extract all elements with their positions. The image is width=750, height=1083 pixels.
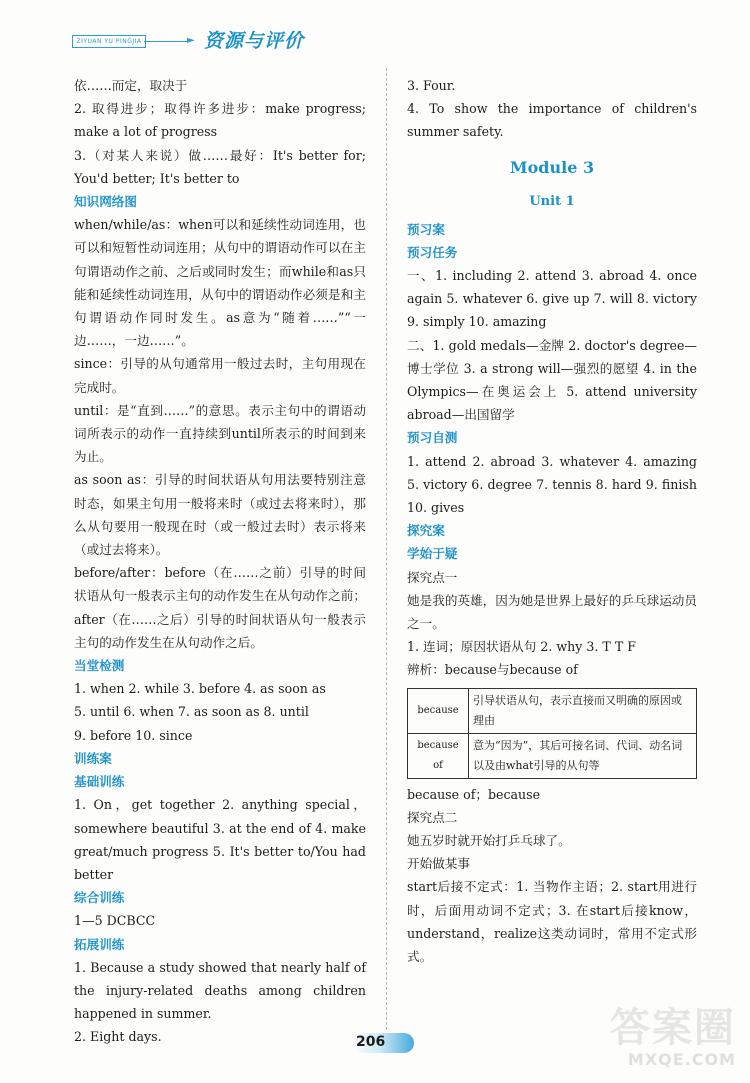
logo-subtitle: ZIYUAN YU PINGJIA bbox=[72, 35, 146, 48]
table-value: 意为“因为”，其后可接名词、代词、动名词以及由what引导的从句等 bbox=[469, 733, 697, 778]
table-value: 引导状语从句，表示直接而又明确的原因或理由 bbox=[469, 688, 697, 733]
section-heading-check: 当堂检测 bbox=[74, 658, 125, 674]
explore-text: 探究点一 bbox=[407, 569, 458, 585]
comprehensive-answers: 1—5 DCBCC bbox=[74, 913, 156, 929]
table-row bbox=[408, 688, 697, 733]
extension-answer: 2. Eight days. bbox=[74, 1029, 162, 1045]
right-column bbox=[407, 74, 697, 968]
unit-title: Unit 1 bbox=[529, 193, 575, 209]
section-heading-network: 知识网络图 bbox=[74, 194, 137, 210]
left-column bbox=[74, 74, 366, 1049]
table-key: because bbox=[408, 688, 469, 733]
section-heading-training: 训练案 bbox=[74, 750, 112, 766]
brand-title: 资源与评价 bbox=[204, 30, 305, 52]
watermark-url: MXQE.COM bbox=[627, 1050, 736, 1069]
explore-text: 辨析：because与because of bbox=[407, 662, 578, 678]
section-heading-comprehensive: 综合训练 bbox=[74, 890, 125, 906]
explore-text: 开始做某事 bbox=[407, 856, 470, 872]
explore-text: start后接不定式：1. 当物作主语；2. start用进行时，后面用动词不定式；3. 在start后接know，understand，realize这类动词时，常用不定式形式。 bbox=[407, 879, 697, 965]
logo-line bbox=[144, 41, 190, 42]
module-title: Module 3 bbox=[509, 157, 595, 177]
extension-answer: 1. Because a study showed that nearly half of the injury-related deaths among children happened in summer. bbox=[74, 959, 366, 1022]
basic-answers: 1. On，get together 2. anything special，somewhere beautiful 3. at the end of 4. make great/much progress 5. It's better to/You had better bbox=[74, 797, 366, 882]
watermark bbox=[610, 1006, 736, 1069]
network-text: when/while/as：when可以和延续性动词连用，也可以和短暂性动词连用；从句中的谓语动作可以在主句谓语动作之前、之后或同时发生；而while和as只能和延续性动词连用，从句中的谓语动作必须是和主句谓语动作同时发生。as意为“随着……”“一边……，一边……”。 bbox=[74, 217, 366, 349]
answer-text: 3.（对某人来说）做……最好：It's better for; You'd better; It's better to bbox=[74, 147, 366, 186]
page-number: 206 bbox=[356, 1034, 386, 1050]
network-text: until：是“直到……”的意思。表示主句中的谓语动词所表示的动作一直持续到until所表示的时间到来为止。 bbox=[74, 402, 366, 465]
watermark-logo: 答案圈 bbox=[610, 1005, 736, 1051]
section-heading-learn: 学始于疑 bbox=[407, 546, 458, 562]
preview-task-answers: 一、1. including 2. attend 3. abroad 4. once again 5. whatever 6. give up 7. will 8. victory 9. simply 10. amazing bbox=[407, 268, 697, 330]
answer-text: 依……而定，取决于 bbox=[74, 78, 188, 93]
explore-text: because of；because bbox=[407, 786, 541, 802]
self-test-answers: 1. attend 2. abroad 3. whatever 4. amazing 5. victory 6. degree 7. tennis 8. hard 9. finish 10. gives bbox=[407, 453, 697, 516]
table-row bbox=[408, 733, 697, 778]
section-heading-preview: 预习案 bbox=[407, 221, 445, 237]
explore-text: 1. 连词；原因状语从句 2. why 3. T T F bbox=[407, 639, 636, 655]
check-answers: 9. before 10. since bbox=[74, 727, 193, 743]
section-heading-basic: 基础训练 bbox=[74, 774, 125, 790]
network-text: as soon as：引导的时间状语从句用法要特别注意时态，如果主句用一般将来时（或过去将来时），那么从句要用一般现在时（或一般过去时）表示将来（或过去将来）。 bbox=[74, 472, 366, 558]
network-text: before/after：before（在……之前）引导的时间状语从句一般表示主句的动作发生在从句动作之前；after（在……之后）引导的时间状语从句一般表示主句的动作发生在从句动作之后。 bbox=[74, 565, 366, 650]
check-answers: 5. until 6. when 7. as soon as 8. until bbox=[74, 704, 309, 720]
preview-task-answers: 二、1. gold medals—金牌 2. doctor's degree—博士学位 3. a strong will—强烈的愿望 4. in the Olympics—在奥运会上 5. attend university abroad—出国留学 bbox=[407, 337, 697, 423]
section-heading-self-test: 预习自测 bbox=[407, 430, 458, 446]
arrow-icon: ► bbox=[187, 35, 195, 46]
answer-text: 3. Four. bbox=[407, 78, 456, 93]
answer-text: 2. 取得进步；取得许多进步：make progress; make a lot of progress bbox=[74, 101, 366, 140]
network-text: since：引导的从句通常用一般过去时，主句用现在完成时。 bbox=[74, 356, 366, 395]
page-header bbox=[60, 18, 305, 54]
comparison-table bbox=[407, 688, 697, 779]
explore-text: 她是我的英雄，因为她是世界上最好的乒乓球运动员之一。 bbox=[407, 592, 697, 632]
check-answers: 1. when 2. while 3. before 4. as soon as bbox=[74, 681, 326, 697]
explore-text: 探究点二 bbox=[407, 809, 458, 825]
section-heading-extension: 拓展训练 bbox=[74, 936, 125, 952]
section-heading-explore: 探究案 bbox=[407, 523, 445, 539]
table-key: because of bbox=[408, 733, 469, 778]
column-divider bbox=[386, 68, 387, 1030]
section-heading-preview-task: 预习任务 bbox=[407, 244, 458, 260]
answer-text: 4. To show the importance of children's summer safety. bbox=[407, 101, 697, 140]
explore-text: 她五岁时就开始打乒乓球了。 bbox=[407, 833, 571, 849]
